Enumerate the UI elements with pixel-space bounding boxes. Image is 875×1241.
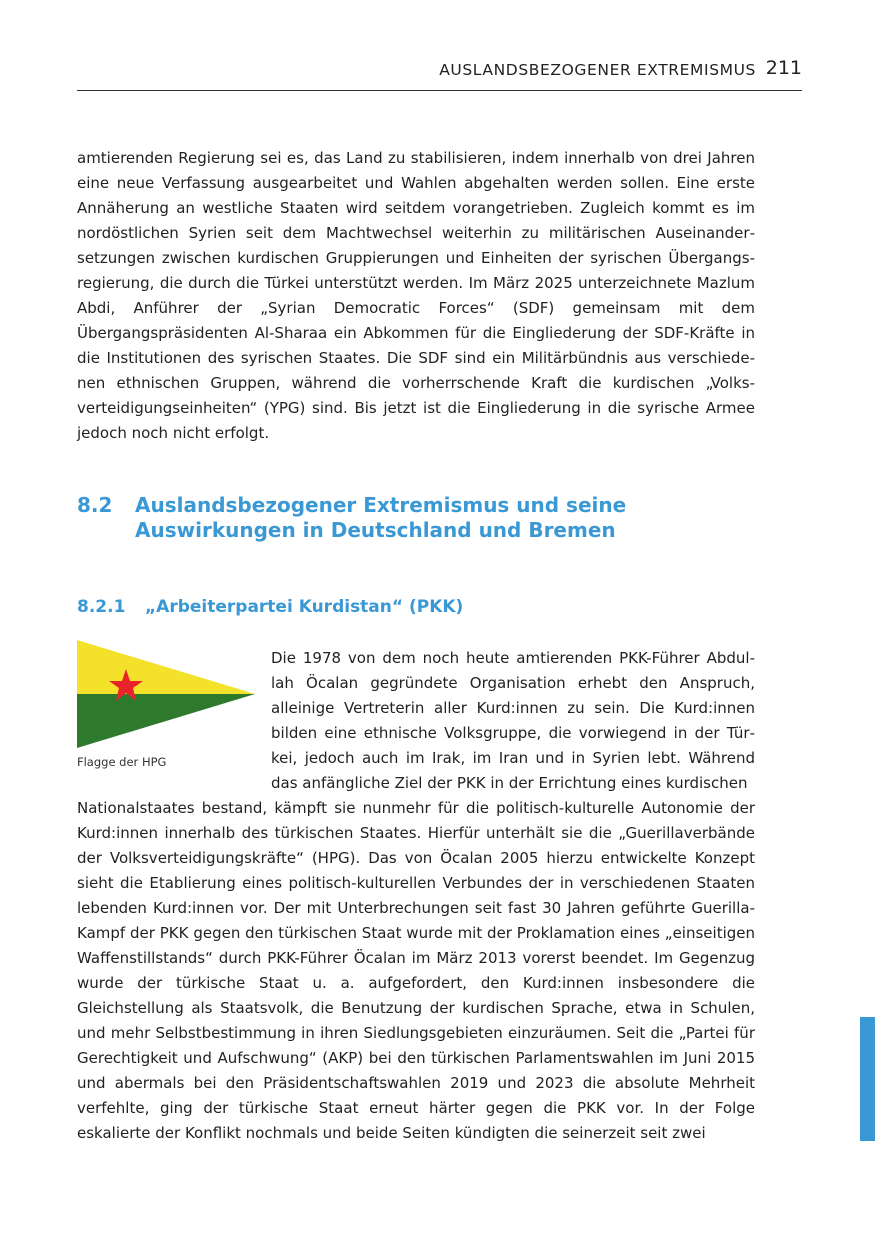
main-paragraph: Nationalstaates bestand, kämpft sie nunmehr für die politisch-kulturelle Autonomie der Kurd:innen innerhalb des türkischen Staates. Hierfür unterhält sie die „Guerillaverbände der Volksverteidigungskräfte“ (HPG). Das von Öcalan 2005 hierzu entwickelte Konzept sieht die Etablierung eines politisch-kulturellen Verbundes der in verschiedenen Staaten lebenden Kurd:innen vor. Der mit Unterbrechungen seit fast 30 Jahren geführte Guerilla-Kampf der PKK gegen den türkischen Staat wurde mit der Proklamation eines „einseitigen Waffenstillstands“ durch PKK-Führer Öcalan im März 2013 vorerst beendet. Im Gegenzug wurde der türkische Staat u. a. aufgefordert, den Kurd:innen insbesondere die Gleichstellung als Staatsvolk, die Benutzung der kurdischen Sprache, etwa in Schulen, und mehr Selbstbestimmung in ihren Siedlungsgebieten einzuräumen. Seit die „Partei für Gerechtigkeit und Aufschwung“ (AKP) bei den türkischen Parlamentswahlen im Juni 2015 und abermals bei den Präsidentschaftswahlen 2019 und 2023 die absolute Mehrheit verfehlte, ging der türkische Staat erneut härter gegen die PKK vor. In der Folge eskalierte der Konflikt nochmals und beide Seiten kündigten die seinerzeit seit zwei [77, 799, 755, 1142]
subsection-number: 8.2.1 [77, 597, 126, 617]
subsection-title: „Arbeiterpartei Kurdistan“ (PKK) [145, 597, 464, 617]
hpg-flag-figure [77, 640, 259, 780]
hpg-flag-image [77, 640, 259, 750]
running-header [77, 57, 802, 91]
page-number: 211 [765, 57, 802, 79]
intro-paragraph: amtierenden Regierung sei es, das Land zu stabilisieren, indem innerhalb von drei Jahren eine neue Verfassung ausgearbeitet und Wahlen abgehalten werden sollen. Eine erste Annäherung an westliche Staaten wird seitdem vorangetrieben. Zugleich kommt es im nordöstlichen Syrien seit dem Machtwechsel weiterhin zu militärischen Auseinandersetzungen zwischen kurdischen Gruppierungen und Einheiten der syrischen Übergangsregierung, die durch die Türkei unterstützt werden. Im März 2025 unterzeichnete Mazlum Abdi, Anführer der „Syrian Democratic Forces“ (SDF) gemeinsam mit dem Übergangspräsidenten Al-Sharaa ein Abkommen für die Eingliederung der SDF-Kräfte in die Institutionen des syrischen Staates. Die SDF sind ein Militärbündnis aus verschiedenen ethnischen Gruppen, während die vorherrschende Kraft die kurdischen „Volksverteidigungseinheiten“ (YPG) sind. Bis jetzt ist die Eingliederung in die syrische Armee jedoch noch nicht erfolgt. [77, 149, 755, 442]
figure-caption: Flagge der HPG [77, 755, 167, 769]
section-number: 8.2 [77, 493, 113, 517]
section-title: Auslandsbezogener Extremismus und seine Auswirkungen in Deutschland und Bremen [135, 493, 627, 542]
wrap-paragraph: Die 1978 von dem noch heute amtierenden PKK-Führer Abdullah Öcalan gegründete Organisation erhebt den Anspruch, alleinige Vertreterin aller Kurd:innen zu sein. Die Kurd:innen bilden eine ethnische Volksgruppe, die vorwiegend in der Türkei, jedoch auch im Irak, im Iran und in Syrien lebt. Während das anfängliche Ziel der PKK in der Errichtung eines kurdischen [271, 649, 755, 792]
running-header-title: AUSLANDSBEZOGENER EXTREMISMUS [439, 61, 756, 79]
chapter-tab-marker [860, 1017, 875, 1141]
